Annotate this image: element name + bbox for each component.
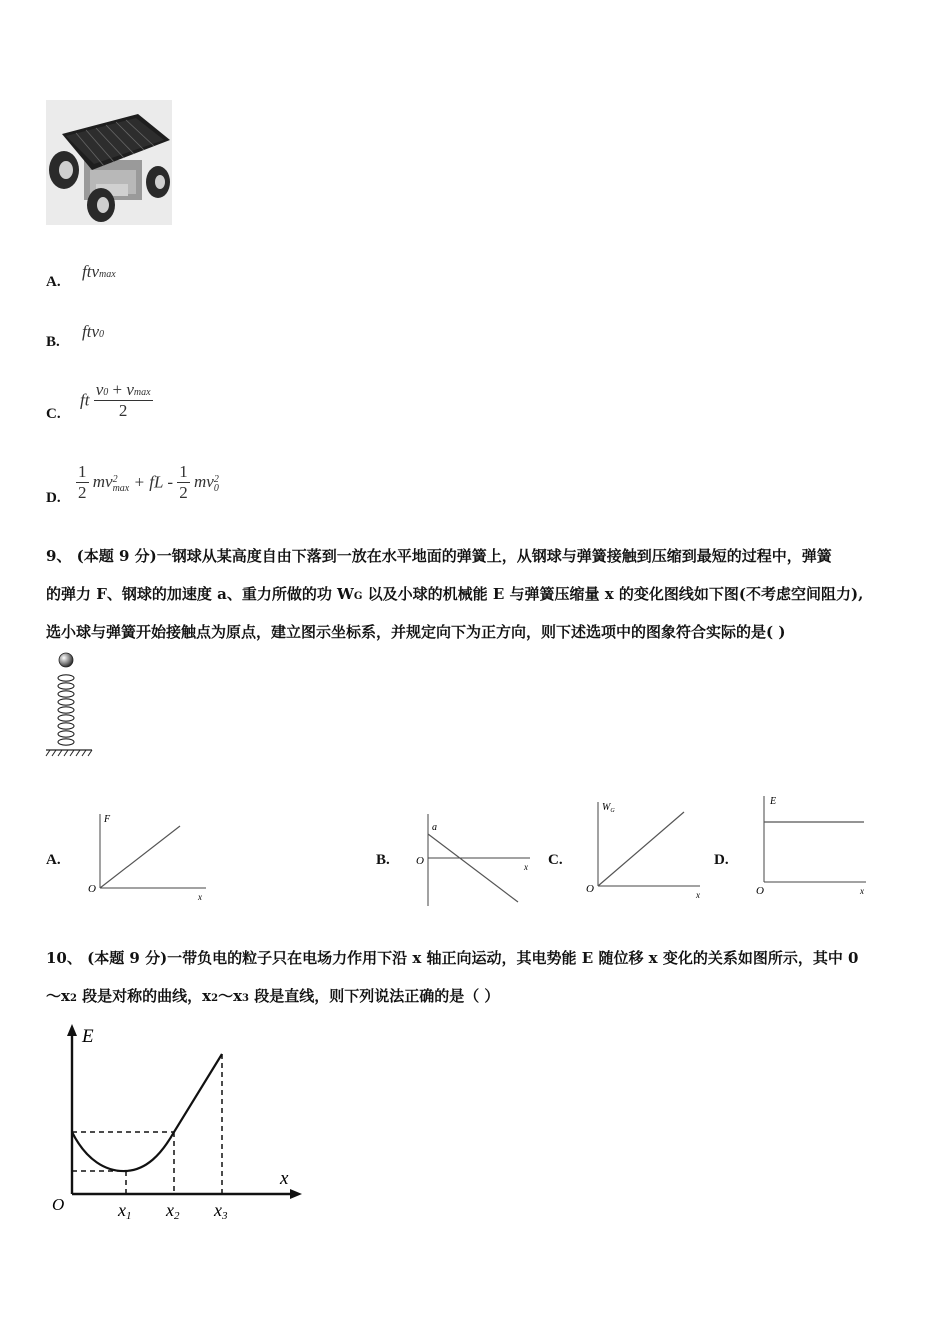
axis-label-f: F: [104, 814, 111, 825]
spring-ball-figure: [44, 650, 100, 762]
solar-car-image: [46, 100, 172, 225]
option-d-expr: $\frac{1}{2}$ mv 2 max + fL - $\frac{1}{2}$ mv 2 0: [78, 462, 219, 502]
q9-option-d-label: D.: [714, 852, 729, 868]
tick-label-x3: x3: [214, 1200, 228, 1220]
axis-label-wg: $W_G$: [602, 802, 615, 814]
q10-energy-graph: [46, 1020, 316, 1220]
origin-label: O: [416, 855, 424, 867]
axis-label-x: x: [280, 1168, 289, 1189]
tick-label-x2: x2: [166, 1200, 180, 1220]
axis-label-x: x: [524, 862, 528, 872]
tick-label-x1: x1: [118, 1200, 132, 1220]
option-b-label: B.: [46, 334, 60, 350]
origin-label: O: [756, 885, 764, 897]
option-b-expr: ftv0: [82, 322, 104, 341]
origin-label: O: [88, 883, 96, 895]
axis-label-x: x: [198, 892, 202, 902]
q9-option-c[interactable]: [548, 796, 708, 908]
option-c-label: C.: [46, 406, 61, 422]
q10-line-1: 10、 (本题 9 分)一带负电的粒子只在电场力作用下沿 x 轴正向运动，其电势能 E 随位移 x 变化的关系如图所示，其中 0: [46, 949, 859, 967]
graph-wg-vs-x: [580, 796, 708, 908]
option-a-label: A.: [46, 274, 61, 290]
origin-label: O: [52, 1195, 65, 1214]
q9-option-b-label: B.: [376, 852, 390, 868]
axis-label-x: x: [696, 890, 700, 900]
q9-option-b[interactable]: [376, 808, 536, 908]
axis-label-x: x: [860, 886, 864, 896]
axis-label-a: a: [432, 822, 437, 833]
option-a-expr: ftvmax: [82, 262, 116, 281]
q9-option-a[interactable]: [46, 808, 226, 908]
origin-label: O: [586, 883, 594, 895]
q9-option-a-label: A.: [46, 852, 61, 868]
option-c-expr: ft $\frac{v0 + vmax}{2}$: [80, 380, 151, 420]
q9-line-1: 9、 (本题 9 分)一钢球从某高度自由下落到一放在水平地面的弹簧上，从钢球与弹簧接触到压缩到最短的过程中，弹簧: [46, 547, 832, 565]
q10-line-2: ～x2 段是对称的曲线，x2～x3 段是直线，则下列说法正确的是（ ）: [46, 987, 500, 1005]
q9-line-2: 的弹力 F、钢球的加速度 a、重力所做的功 WG 以及小球的机械能 E 与弹簧压缩量 x 的变化图线如下图(不考虑空间阻力),: [46, 585, 864, 603]
axis-label-e: E: [770, 796, 777, 807]
axis-label-e: E: [82, 1026, 94, 1047]
q9-line-3: 选小球与弹簧开始接触点为原点，建立图示坐标系，并规定向下为正方向，则下述选项中的图象符合实际的是( ): [46, 623, 786, 641]
q9-option-c-label: C.: [548, 852, 563, 868]
graph-e-vs-x: [750, 790, 874, 902]
graph-a-vs-x: [414, 808, 536, 908]
option-d-label: D.: [46, 490, 61, 506]
graph-f-vs-x: [84, 808, 226, 908]
q9-option-d[interactable]: [714, 790, 874, 902]
